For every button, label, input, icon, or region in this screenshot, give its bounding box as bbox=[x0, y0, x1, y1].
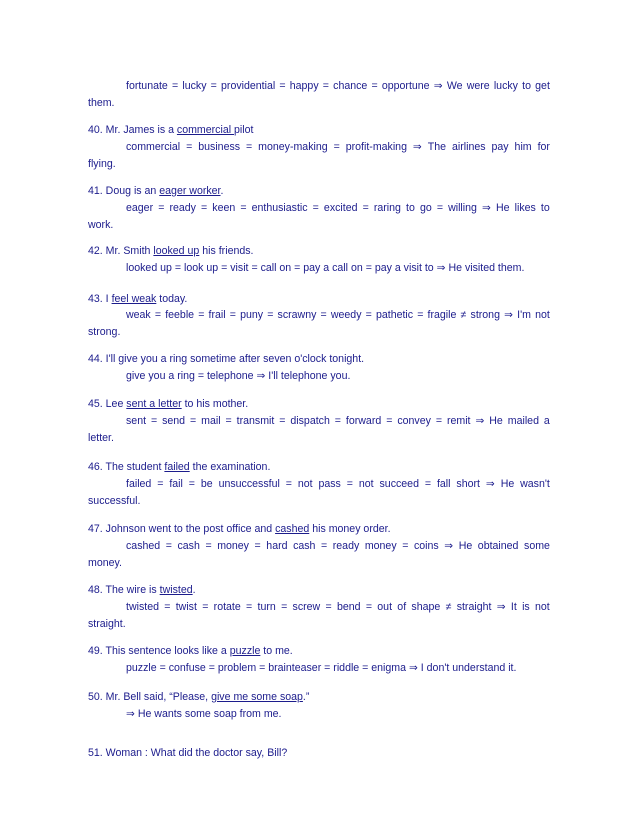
word: = bbox=[285, 478, 292, 490]
question-text: . bbox=[192, 584, 196, 596]
underlined-phrase: give me some soap bbox=[211, 691, 303, 703]
word: = bbox=[281, 601, 288, 613]
underlined-phrase: failed bbox=[164, 461, 190, 473]
word: were bbox=[466, 80, 490, 92]
word: = bbox=[172, 80, 179, 92]
word: fail bbox=[169, 478, 183, 490]
word: not bbox=[358, 478, 374, 490]
word: ⇒ bbox=[485, 478, 495, 490]
question-line bbox=[88, 584, 196, 597]
question-line bbox=[88, 353, 364, 366]
answer-line bbox=[126, 415, 550, 428]
word: weedy bbox=[330, 309, 362, 321]
word: money bbox=[364, 540, 397, 552]
question-line bbox=[88, 461, 270, 474]
word: failed bbox=[126, 478, 152, 490]
word: = bbox=[346, 478, 353, 490]
word: out bbox=[377, 601, 393, 613]
word: business bbox=[198, 141, 241, 153]
question-text: 46. The student bbox=[88, 461, 165, 473]
question-line bbox=[88, 747, 287, 760]
word: = bbox=[325, 601, 332, 613]
word: mail bbox=[201, 415, 221, 427]
question-line bbox=[88, 293, 187, 306]
word: He bbox=[495, 202, 510, 214]
word: feeble bbox=[165, 309, 195, 321]
word: money-making bbox=[258, 141, 328, 153]
underlined-phrase: feel weak bbox=[111, 293, 157, 305]
word: It bbox=[510, 601, 517, 613]
word: = bbox=[386, 415, 393, 427]
answer-continuation bbox=[88, 557, 122, 570]
word: send bbox=[162, 415, 186, 427]
underlined-phrase: commercial bbox=[176, 124, 235, 136]
word: excited bbox=[323, 202, 358, 214]
word: = bbox=[229, 309, 236, 321]
question-text: 41. Doug is an bbox=[88, 185, 160, 197]
word: = bbox=[435, 415, 443, 427]
word: dispatch bbox=[290, 415, 330, 427]
word: transmit bbox=[236, 415, 275, 427]
continuation-text: them. bbox=[88, 97, 115, 109]
word: = bbox=[154, 309, 162, 321]
answer-continuation bbox=[88, 432, 114, 445]
word: He bbox=[489, 415, 503, 427]
continuation-text: work. bbox=[88, 219, 114, 231]
question-text: today. bbox=[156, 293, 188, 305]
answer-line bbox=[126, 141, 550, 154]
word: not bbox=[535, 601, 550, 613]
word: = bbox=[312, 202, 319, 214]
word: shape bbox=[411, 601, 441, 613]
word: ⇒ bbox=[475, 415, 485, 427]
word: = bbox=[246, 141, 253, 153]
question-text: 42. Mr. Smith bbox=[88, 245, 154, 257]
word: puny bbox=[240, 309, 264, 321]
word: cash bbox=[177, 540, 200, 552]
underlined-phrase: puzzle bbox=[229, 645, 261, 657]
word: = bbox=[205, 540, 212, 552]
continuation-text: straight. bbox=[88, 618, 126, 630]
word: = bbox=[371, 80, 378, 92]
word: = bbox=[158, 202, 165, 214]
word: opportune bbox=[381, 80, 430, 92]
answer-line bbox=[126, 540, 550, 553]
word: convey bbox=[397, 415, 431, 427]
answer-line bbox=[126, 370, 350, 383]
word: = bbox=[165, 540, 172, 552]
underlined-phrase: looked up bbox=[153, 245, 200, 257]
answer-continuation bbox=[88, 618, 126, 631]
word: = bbox=[198, 309, 205, 321]
word: = bbox=[334, 415, 341, 427]
word: The bbox=[427, 141, 447, 153]
word: He bbox=[500, 478, 515, 490]
word: pathetic bbox=[375, 309, 414, 321]
word: keen bbox=[212, 202, 236, 214]
word: = bbox=[279, 80, 286, 92]
word: strong bbox=[470, 309, 500, 321]
underlined-phrase: sent a letter bbox=[126, 398, 182, 410]
question-line bbox=[88, 691, 309, 704]
word: = bbox=[267, 309, 274, 321]
word: lucky bbox=[493, 80, 518, 92]
word: eager bbox=[126, 202, 154, 214]
word: = bbox=[436, 202, 443, 214]
word: = bbox=[188, 478, 195, 490]
word: not bbox=[297, 478, 313, 490]
word: ≠ bbox=[445, 601, 452, 613]
question-text: 44. I'll give you a ring sometime after seven o'clock tonight. bbox=[88, 353, 365, 365]
word: of bbox=[397, 601, 407, 613]
word: I'm bbox=[517, 309, 531, 321]
question-text: his friends. bbox=[199, 245, 254, 257]
answer-text: give you a ring = telephone ⇒ I'll telephone you. bbox=[126, 370, 351, 382]
word: providential bbox=[221, 80, 276, 92]
word: = bbox=[225, 415, 232, 427]
question-text: 43. I bbox=[88, 293, 112, 305]
word: = bbox=[333, 141, 340, 153]
underlined-phrase: cashed bbox=[275, 523, 310, 535]
word: frail bbox=[208, 309, 226, 321]
word: ready bbox=[332, 540, 360, 552]
answer-continuation bbox=[88, 326, 120, 339]
word: = bbox=[322, 80, 329, 92]
word: screw bbox=[292, 601, 321, 613]
word: ≠ bbox=[460, 309, 467, 321]
question-text: 45. Lee bbox=[88, 398, 127, 410]
answer-line bbox=[126, 601, 550, 614]
question-text: his money order. bbox=[309, 523, 391, 535]
word: pay bbox=[491, 141, 509, 153]
word: succeed bbox=[379, 478, 419, 490]
continuation-text: flying. bbox=[88, 158, 116, 170]
answer-line bbox=[126, 80, 550, 93]
continuation-text: strong. bbox=[88, 326, 121, 338]
word: short bbox=[456, 478, 480, 490]
continuation-text: money. bbox=[88, 557, 122, 569]
word: twist bbox=[175, 601, 197, 613]
question-text: . bbox=[220, 185, 224, 197]
word: We bbox=[446, 80, 463, 92]
word: forward bbox=[345, 415, 382, 427]
word: twisted bbox=[126, 601, 159, 613]
word: rotate bbox=[213, 601, 241, 613]
answer-line bbox=[126, 478, 550, 491]
word: fragile bbox=[427, 309, 457, 321]
word: airlines bbox=[451, 141, 486, 153]
word: = bbox=[186, 141, 193, 153]
word: = bbox=[150, 415, 158, 427]
word: = bbox=[402, 540, 409, 552]
word: = bbox=[246, 601, 253, 613]
word: fall bbox=[436, 478, 451, 490]
word: = bbox=[279, 415, 286, 427]
question-line bbox=[88, 645, 293, 658]
question-line bbox=[88, 245, 253, 258]
word: cash bbox=[293, 540, 316, 552]
question-line bbox=[88, 124, 253, 137]
word: sent bbox=[126, 415, 147, 427]
word: profit-making bbox=[345, 141, 407, 153]
answer-text: ⇒ He wants some soap from me. bbox=[126, 708, 282, 720]
answer-line bbox=[126, 262, 524, 275]
word: ⇒ bbox=[482, 202, 491, 214]
word: wasn't bbox=[520, 478, 550, 490]
word: = bbox=[164, 601, 171, 613]
word: willing bbox=[448, 202, 477, 214]
word: = bbox=[202, 601, 209, 613]
word: = bbox=[365, 601, 372, 613]
question-text: the examination. bbox=[189, 461, 271, 473]
word: chance bbox=[333, 80, 368, 92]
underlined-phrase: eager worker bbox=[159, 185, 221, 197]
word: weak bbox=[126, 309, 151, 321]
word: = bbox=[210, 80, 217, 92]
word: lucky bbox=[182, 80, 207, 92]
word: = bbox=[201, 202, 208, 214]
word: to bbox=[406, 202, 415, 214]
word: money bbox=[217, 540, 249, 552]
word: coins bbox=[413, 540, 439, 552]
word: turn bbox=[257, 601, 276, 613]
question-text: 51. Woman : What did the doctor say, Bill? bbox=[88, 747, 288, 759]
word: enthusiastic bbox=[251, 202, 308, 214]
word: mailed bbox=[507, 415, 539, 427]
word: ⇒ bbox=[496, 601, 506, 613]
answer-continuation bbox=[88, 97, 115, 110]
word: ⇒ bbox=[444, 540, 454, 552]
question-text: to his mother. bbox=[181, 398, 249, 410]
question-text: 50. Mr. Bell said, “Please, bbox=[88, 691, 212, 703]
answer-line bbox=[126, 708, 281, 721]
answer-text: looked up = look up = visit = call on = pay a call on = pay a visit to ⇒ He visited them. bbox=[126, 262, 525, 274]
answer-line bbox=[126, 202, 550, 215]
word: hard bbox=[266, 540, 288, 552]
word: happy bbox=[289, 80, 319, 92]
question-text: 49. This sentence looks like a bbox=[88, 645, 230, 657]
word: commercial bbox=[126, 141, 181, 153]
word: = bbox=[321, 540, 328, 552]
word: ⇒ bbox=[412, 141, 422, 153]
word: scrawny bbox=[277, 309, 317, 321]
word: pass bbox=[318, 478, 341, 490]
word: = bbox=[190, 415, 197, 427]
question-text: .” bbox=[302, 691, 310, 703]
word: for bbox=[537, 141, 550, 153]
answer-continuation bbox=[88, 158, 116, 171]
word: bend bbox=[336, 601, 361, 613]
continuation-text: successful. bbox=[88, 495, 141, 507]
word: obtained bbox=[477, 540, 519, 552]
word: = bbox=[362, 202, 369, 214]
word: = bbox=[157, 478, 164, 490]
word: straight bbox=[456, 601, 492, 613]
word: raring bbox=[373, 202, 401, 214]
word: go bbox=[419, 202, 432, 214]
word: ⇒ bbox=[504, 309, 513, 321]
word: not bbox=[535, 309, 550, 321]
question-text: 40. Mr. James is a bbox=[88, 124, 177, 136]
word: be bbox=[200, 478, 213, 490]
word: He bbox=[458, 540, 473, 552]
continuation-text: letter. bbox=[88, 432, 114, 444]
question-line bbox=[88, 185, 223, 198]
word: ⇒ bbox=[433, 80, 443, 92]
word: remit bbox=[446, 415, 471, 427]
answer-continuation bbox=[88, 495, 140, 508]
word: to bbox=[540, 202, 550, 214]
question-text: 47. Johnson went to the post office and bbox=[88, 523, 276, 535]
word: = bbox=[365, 309, 372, 321]
answer-line bbox=[126, 309, 550, 322]
word: to bbox=[522, 80, 531, 92]
word: fortunate bbox=[126, 80, 168, 92]
word: unsuccessful bbox=[218, 478, 280, 490]
answer-line bbox=[126, 662, 516, 675]
underlined-phrase: twisted bbox=[159, 584, 193, 596]
word: a bbox=[543, 415, 550, 427]
word: = bbox=[417, 309, 424, 321]
word: ready bbox=[169, 202, 196, 214]
answer-continuation bbox=[88, 219, 113, 232]
word: = bbox=[254, 540, 261, 552]
question-line bbox=[88, 398, 248, 411]
word: cashed bbox=[126, 540, 161, 552]
word: likes bbox=[514, 202, 536, 214]
word: is bbox=[522, 601, 530, 613]
word: get bbox=[535, 80, 550, 92]
word: some bbox=[524, 540, 550, 552]
question-text: 48. The wire is bbox=[88, 584, 160, 596]
word: him bbox=[514, 141, 532, 153]
question-line bbox=[88, 523, 391, 536]
question-text: to me. bbox=[260, 645, 293, 657]
word: = bbox=[424, 478, 432, 490]
question-text: pilot bbox=[234, 124, 254, 136]
answer-text: puzzle = confuse = problem = brainteaser = riddle = enigma ⇒ I don't understand it. bbox=[126, 662, 517, 674]
word: = bbox=[240, 202, 247, 214]
word: = bbox=[320, 309, 327, 321]
